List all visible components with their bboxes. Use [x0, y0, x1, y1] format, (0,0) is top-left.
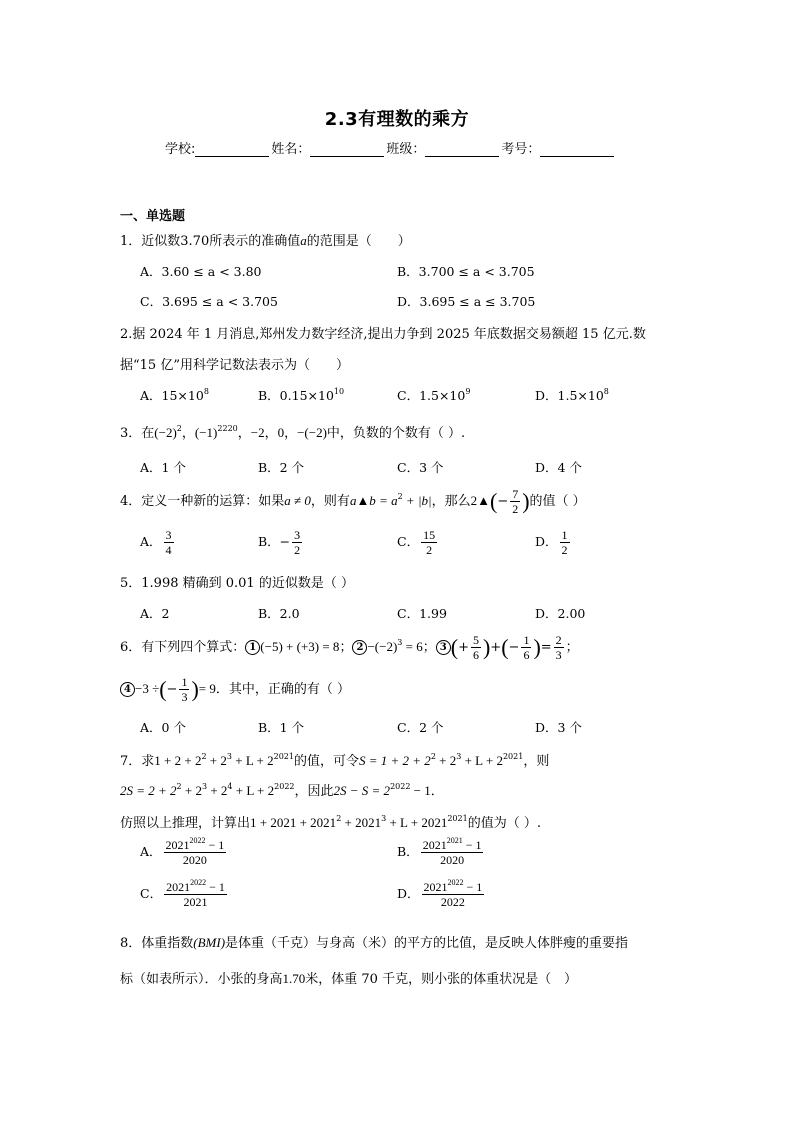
q1-text-b: 的范围是（ ） [306, 234, 411, 249]
q7-d-label: D． [397, 886, 420, 901]
student-info-line [165, 138, 616, 157]
q6-e3-n2: 1 [523, 633, 530, 647]
q6-expr-2: −(−2) [367, 639, 398, 654]
q8-bmi: (BMI) [193, 935, 226, 950]
q1-option-d[interactable]: D．3.695 ≤ a ≤ 3.705 [397, 294, 536, 309]
q2-d-text: D．1.5×10 [535, 388, 604, 403]
q7-d-tail: − 1 [463, 880, 483, 894]
q6-expr-2-tail: = 6 [402, 639, 423, 654]
q7-a-den: 2020 [182, 853, 207, 867]
q7-l1-s-e3: 2021 [502, 752, 524, 761]
q7-l3-e1: 2 [336, 814, 342, 823]
q7-option-b[interactable] [397, 838, 485, 867]
q7-c-label: C． [140, 886, 163, 901]
q5-option-b[interactable]: B．2.0 [258, 606, 300, 621]
q7-l1-e2: 3 [226, 752, 232, 761]
q3-option-d[interactable]: D．4 个 [535, 460, 582, 475]
q4-prefix: 4．定义一种新的运算：如果 [120, 494, 285, 509]
q3-sep: ， [181, 426, 195, 441]
name-blank[interactable] [310, 142, 384, 157]
q6-e3-frac-2 [521, 633, 531, 662]
q7-option-d[interactable] [397, 880, 486, 909]
q2-option-d[interactable] [535, 386, 609, 404]
q6-e4-n: 1 [181, 675, 188, 689]
q7-l2-c: 2S − S = 2 [333, 783, 391, 798]
q7-l2-end: ． [430, 784, 444, 799]
q7-l3-e3: 2021 [447, 814, 468, 823]
q4-frac-num: 7 [512, 487, 519, 501]
q6-e3-frac-1 [471, 633, 481, 662]
q6-tail: ．其中，正确的有（ ） [215, 682, 351, 697]
q6-e3-d1: 6 [472, 648, 479, 662]
q6-expr-1: (−5) + (+3) = 8 [260, 639, 340, 654]
q6-prefix: 6．有下列四个算式： [120, 640, 246, 655]
q6-e3-n3: 2 [555, 633, 562, 647]
q7-b-num [421, 838, 484, 853]
circled-two-icon: 2 [352, 640, 367, 655]
question-2-line-1: 2.据 2024 年 1 月消息,郑州发力数字经济,提出力争到 2025 年底数据交易额超 15 亿元.数 [120, 327, 646, 342]
q6-e4-d: 3 [181, 690, 188, 704]
q7-l3-a: 仿照以上推理，计算出 [120, 816, 251, 831]
q4-c-frac [421, 528, 437, 557]
q2-a-exp: 8 [203, 387, 209, 396]
q4-fraction [510, 487, 520, 516]
q4-d-label: D． [535, 534, 558, 549]
q7-l3-e2: 3 [381, 814, 387, 823]
class-blank[interactable] [425, 142, 499, 157]
q6-e3-plus: + [490, 640, 502, 655]
q6-e4-frac [179, 675, 189, 704]
question-7-line-2 [120, 780, 444, 799]
q7-l1-e3: 2021 [273, 752, 294, 761]
q7-l1-s-e2: 3 [456, 752, 462, 761]
q4-definition: a▲b = a [349, 493, 398, 508]
q4-expr: 2▲ [470, 493, 490, 508]
q7-b-den: 2020 [440, 853, 465, 867]
q7-b-label: B． [397, 844, 419, 859]
q2-option-c[interactable] [397, 386, 470, 404]
q7-a-frac [164, 838, 227, 867]
q4-left-paren: ( [489, 488, 498, 514]
q6-e3-sign-1: + [458, 640, 469, 655]
q7-l2-e4: 2022 [274, 782, 295, 791]
q6-option-c[interactable]: C．2 个 [397, 720, 444, 735]
q4-suffix: 的值（ ） [529, 494, 586, 509]
q7-l3-p: + 2021 [341, 815, 382, 830]
q3-expr-1-exp: 2 [176, 424, 182, 433]
q7-l3-l: + L + 2021 [386, 815, 448, 830]
school-label: 学校: [165, 142, 196, 157]
q4-b-num: 3 [294, 528, 301, 542]
q7-a-label: A． [140, 844, 162, 859]
q4-def-tail: + |b| [402, 493, 432, 508]
q4-a-den: 4 [165, 543, 172, 557]
q6-e3-frac-3 [554, 633, 564, 662]
question-3-stem [120, 422, 465, 441]
q4-c-den: 2 [426, 543, 433, 557]
q7-l1-b: 的值，可令 [293, 754, 359, 769]
q6-paren: ) [533, 634, 541, 660]
q5-option-a[interactable]: A．2 [140, 606, 170, 621]
q7-l1-a: 7．求 [120, 754, 155, 769]
q4-mid: ，则有 [310, 494, 350, 509]
q7-b-base: 2021 [422, 838, 447, 852]
question-7-line-3 [120, 812, 541, 831]
question-8-line-2 [120, 968, 577, 987]
q6-sep-3: ； [565, 640, 579, 655]
q7-d-den: 2022 [440, 895, 465, 909]
q7-a-base: 2021 [165, 838, 190, 852]
q6-expr-2-exp: 3 [397, 638, 403, 647]
q1-text-a: 1．近似数3.70所表示的准确值 [120, 234, 301, 249]
q2-b-exp: 10 [333, 387, 345, 396]
q2-c-exp: 9 [465, 387, 471, 396]
q6-paren: ) [482, 634, 491, 660]
q7-c-base: 2021 [166, 880, 191, 894]
q3-rest: ，−2，0，−(−2) [237, 425, 327, 440]
q6-paren: ( [501, 634, 509, 660]
q4-condition: a ≠ 0 [284, 493, 311, 508]
q7-a-num [164, 838, 227, 853]
q8-l1-b: 是体重（千克）与身高（米）的平方的比值，是反映人体胖瘦的重要指 [225, 936, 629, 951]
q7-c-tail: − 1 [206, 880, 225, 894]
question-4-stem [120, 487, 586, 516]
q7-l2-b: ，因此 [294, 784, 334, 799]
q4-def-exp: 2 [397, 492, 403, 501]
q2-a-text: A．15×10 [140, 388, 204, 403]
q7-l2-l: + L + 2 [232, 783, 275, 798]
q7-l1-p: + 2 [206, 753, 227, 768]
q7-l2-e2: 3 [201, 782, 208, 791]
q7-option-a[interactable] [140, 838, 228, 867]
q4-option-b[interactable] [258, 528, 304, 557]
q4-d-frac [560, 528, 570, 557]
q7-l1-s-l: + L + 2 [461, 753, 503, 768]
q3-suffix: 中，负数的个数有（ ）. [326, 426, 466, 441]
q3-expr-1: (−2) [154, 425, 177, 440]
q1-option-b[interactable]: B．3.700 ≤ a < 3.705 [397, 264, 535, 279]
q6-e3-d3: 3 [555, 648, 562, 662]
q6-option-d[interactable]: D．3 个 [535, 720, 582, 735]
q7-c-exp: 2022 [190, 878, 207, 887]
q5-option-c[interactable]: C．1.99 [397, 606, 447, 621]
q8-l2-b: 米，体重 70 千克，则小张的体重状况是（ ） [305, 972, 578, 987]
q6-e3-n1: 5 [472, 633, 479, 647]
q6-option-a[interactable]: A．0 个 [140, 720, 186, 735]
q6-sep-1: ； [339, 640, 353, 655]
q6-option-b[interactable]: B．1 个 [258, 720, 305, 735]
q7-d-num [422, 880, 485, 895]
q4-b-frac [292, 528, 302, 557]
q6-e4-neg: − [166, 682, 178, 697]
q6-paren: ( [450, 634, 459, 660]
q4-then: ，那么 [431, 494, 471, 509]
q6-sep-2: ； [422, 640, 436, 655]
q6-paren: ) [191, 676, 199, 702]
q7-l1-expr: 1 + 2 + 2 [154, 753, 202, 768]
q7-l2-d: − 1 [410, 783, 431, 798]
number-label: 考号： [501, 142, 541, 157]
q7-b-exp: 2021 [446, 836, 463, 845]
q1-var: a [300, 233, 307, 248]
q7-b-frac [421, 838, 484, 867]
circled-three-icon: 3 [436, 640, 451, 655]
q6-e3-d2: 6 [523, 648, 530, 662]
q6-paren: ( [159, 676, 167, 702]
q8-l1-a: 8．体重指数 [120, 936, 194, 951]
q4-option-a[interactable] [140, 528, 176, 557]
q7-l3-b: 的值为（ ）. [467, 816, 541, 831]
question-2-line-2: 据“15 亿”用科学记数法表示为（ ） [120, 358, 349, 373]
q4-a-label: A． [140, 534, 162, 549]
q7-l3-expr: 1 + 2021 + 2021 [250, 815, 337, 830]
q2-option-b[interactable] [258, 386, 344, 404]
q4-option-d[interactable] [535, 528, 572, 557]
q1-option-c[interactable]: C．3.695 ≤ a < 3.705 [140, 294, 278, 309]
class-label: 班级： [386, 142, 426, 157]
q7-c-frac [164, 880, 227, 909]
q7-a-exp: 2022 [189, 836, 206, 845]
q7-l2-e1: 2 [176, 782, 182, 791]
section-heading: 一、单选题 [120, 209, 186, 224]
page-title: 2.3有理数的乘方 [324, 109, 470, 130]
q7-b-tail: − 1 [462, 838, 482, 852]
q3-option-c[interactable]: C．3 个 [397, 460, 444, 475]
circled-one-icon: 1 [245, 640, 260, 655]
q3-option-a[interactable]: A．1 个 [140, 460, 186, 475]
question-8-line-1 [120, 932, 628, 951]
q2-c-text: C．1.5×10 [397, 388, 466, 403]
circled-four-icon: 4 [120, 682, 135, 697]
q7-l2-a: 2S = 2 + 2 [120, 783, 177, 798]
q4-option-c[interactable] [397, 528, 439, 557]
q7-l1-c: ，则 [523, 754, 550, 769]
q7-l1-s-e1: 2 [430, 752, 436, 761]
q7-l2-p2: + 2 [207, 783, 228, 798]
q6-e3-sign-2: − [508, 640, 520, 655]
q7-c-den: 2021 [183, 895, 208, 909]
name-label: 姓名： [271, 142, 311, 157]
q4-a-num: 3 [165, 528, 172, 542]
q7-l1-e1: 2 [201, 752, 207, 761]
q7-l2-p: + 2 [181, 783, 202, 798]
q4-neg: − [497, 494, 509, 509]
q4-b-label: B．− [258, 534, 291, 549]
q4-a-frac [164, 528, 174, 557]
q4-frac-den: 2 [512, 502, 519, 516]
q2-b-text: B．0.15×10 [258, 388, 334, 403]
q7-d-base: 2021 [423, 880, 448, 894]
q3-prefix: 3．在 [120, 426, 155, 441]
q3-expr-2: (−1) [194, 425, 218, 440]
question-7-line-1 [120, 750, 549, 769]
number-blank[interactable] [540, 142, 614, 157]
question-6-line-1 [120, 633, 579, 662]
q6-e4-a: −3 ÷ [135, 681, 160, 696]
q2-d-exp: 8 [603, 387, 609, 396]
q8-height: 1.70 [282, 971, 306, 986]
question-6-line-2 [120, 675, 350, 704]
q3-option-b[interactable]: B．2 个 [258, 460, 305, 475]
q7-option-c[interactable] [140, 880, 229, 909]
question-1-stem [120, 230, 411, 249]
q2-option-a[interactable] [140, 386, 209, 404]
q7-l2-e3: 4 [227, 782, 233, 791]
q1-option-a[interactable]: A．3.60 ≤ a < 3.80 [140, 264, 262, 279]
q4-b-den: 2 [294, 543, 301, 557]
q7-l1-s: S = 1 + 2 + 2 [358, 753, 431, 768]
q4-right-paren: ) [522, 488, 530, 514]
school-blank[interactable] [195, 142, 269, 157]
q4-c-num: 15 [423, 528, 436, 542]
q7-c-num [164, 880, 227, 895]
q4-d-den: 2 [561, 543, 568, 557]
q4-c-label: C． [397, 534, 420, 549]
q6-e3-eq: = [540, 640, 552, 655]
q7-d-frac [422, 880, 485, 909]
q3-expr-2-exp: 2220 [217, 424, 238, 433]
q7-l1-s-p: + 2 [435, 753, 457, 768]
q4-d-num: 1 [561, 528, 568, 542]
q7-l2-e5: 2022 [390, 782, 411, 791]
q7-a-tail: − 1 [205, 838, 225, 852]
question-5-stem: 5．1.998 精确到 0.01 的近似数是（ ） [120, 576, 354, 591]
q8-l2-a: 标（如表所示）．小张的身高 [120, 972, 283, 987]
q7-d-exp: 2022 [447, 878, 464, 887]
q7-l1-l: + L + 2 [231, 753, 274, 768]
q5-option-d[interactable]: D．2.00 [535, 606, 586, 621]
q6-e4-eq: = 9 [198, 681, 216, 696]
